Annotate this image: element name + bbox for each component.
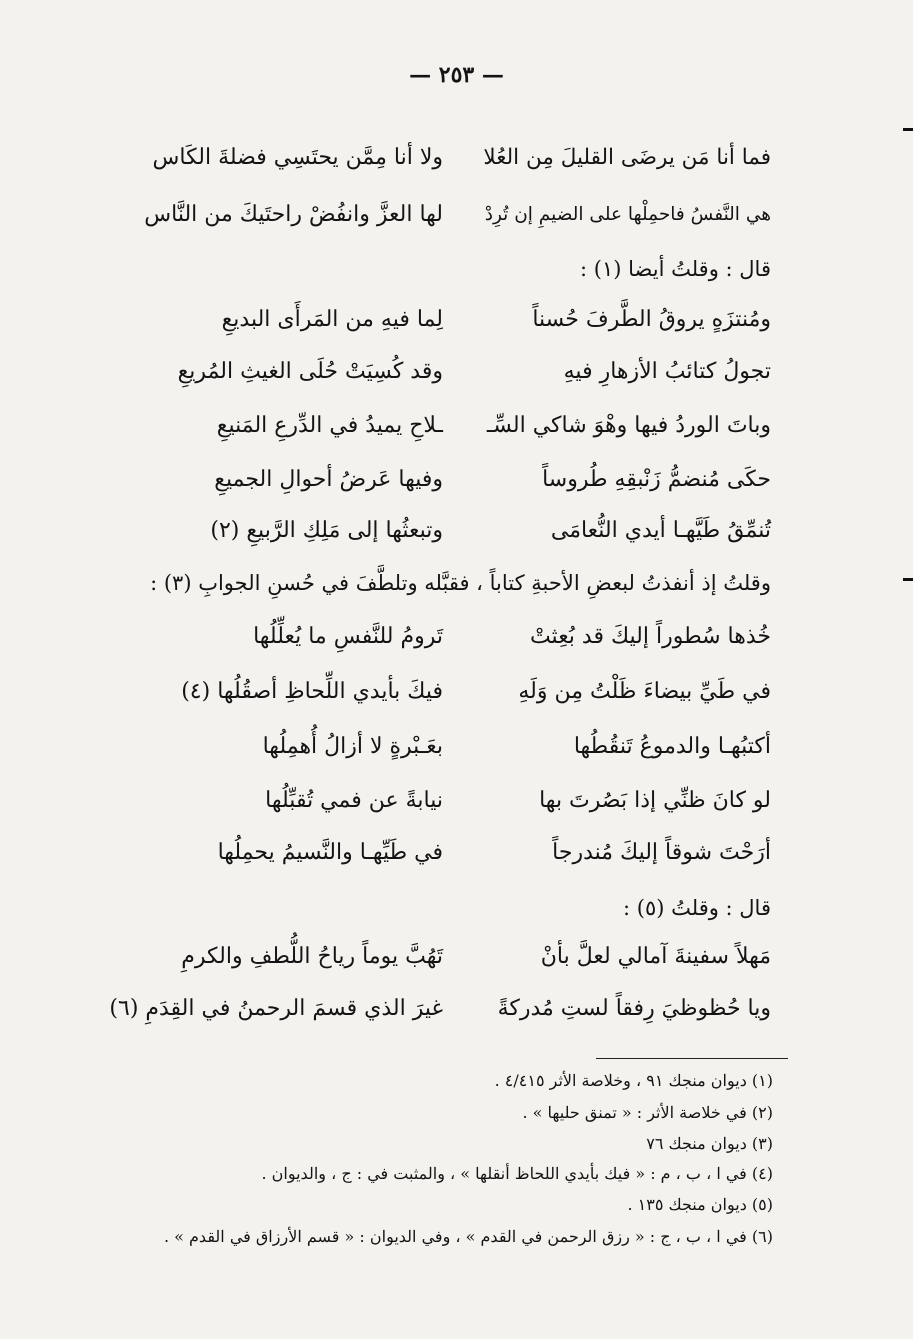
section-intro: قال : وقلتُ أيضا (١) :	[580, 257, 771, 281]
verse-left-hemistich: غيرَ الذي قسمَ الرحمنُ في القِدَمِ (٦)	[109, 996, 443, 1021]
verse-left-hemistich: نيابةً عن فمي تُقبِّلُها	[265, 788, 443, 813]
verse-left-hemistich: تَرومُ للنَّفسِ ما يُعلِّلُها	[253, 624, 443, 649]
verse-right-hemistich: خُذها سُطوراً إليكَ قد بُعِثتْ	[529, 624, 771, 649]
verse-right-hemistich: ومُنتزَهٍ يروقُ الطَّرفَ حُسناً	[532, 307, 771, 332]
verse-left-hemistich: وفيها عَرضُ أحوالِ الجميعِ	[214, 467, 443, 492]
section-intro: وقلتُ إذ أنفذتُ لبعضِ الأحبةِ كتاباً ، فقبَّله وتلطَّفَ في حُسنِ الجوابِ (٣) :	[150, 571, 771, 595]
footnote: (٣) ديوان منجك ٧٦	[646, 1134, 773, 1153]
page-number: — ٢٥٣ —	[409, 62, 504, 88]
verse-left-hemistich: تَهُبَّ يوماً رياحُ اللُّطفِ والكرمِ	[181, 944, 443, 969]
footnote: (٦) في ا ، ب ، ج : « رزق الرحمن في القدم » ، وفي الديوان : « قسم الأرزاق في القدم » .	[163, 1227, 773, 1246]
footnote: (٢) في خلاصة الأثر : « تمنق حليها » .	[522, 1103, 773, 1122]
verse-left-hemistich: لها العزَّ وانفُضْ راحتَيكَ من النَّاس	[144, 202, 443, 227]
verse-right-hemistich: ويا حُظوظيَ رِفقاً لستِ مُدركةً	[497, 996, 771, 1021]
footnote: (٥) ديوان منجك ١٣٥ .	[627, 1195, 773, 1214]
verse-left-hemistich: لِما فيهِ من المَرأَى البديعِ	[221, 307, 443, 332]
footnote-rule	[596, 1058, 788, 1059]
verse-left-hemistich: في طَيِّهـا والنَّسيمُ يحمِلُها	[217, 840, 443, 865]
verse-left-hemistich: وتبعثُها إلى مَلِكِ الرَّبيعِ (٢)	[210, 518, 443, 543]
verse-left-hemistich: ـلاحِ يميدُ في الدِّرعِ المَنيعِ	[216, 413, 443, 438]
verse-right-hemistich: في طَيِّ بيضاءَ ظَلْتُ مِن وَلَهِ	[518, 679, 771, 704]
verse-right-hemistich: مَهلاً سفينةَ آمالي لعلَّ بأنْ	[540, 944, 771, 969]
scan-edge-mark	[903, 578, 913, 581]
verse-right-hemistich: لو كانَ ظنِّي إذا بَصُرتَ بها	[539, 788, 771, 813]
scan-edge-mark	[903, 128, 913, 131]
verse-right-hemistich: وباتَ الوردُ فيها وهْوَ شاكي السِّـ	[486, 413, 771, 438]
footnote: (٤) في ا ، ب ، م : « فيك بأيدي اللحاظ أنقلها » ، والمثبت في : ج ، والديوان .	[261, 1164, 773, 1183]
verse-left-hemistich: ولا أنا مِمَّن يحتَسِي فضلةَ الكَاس	[152, 145, 443, 170]
section-intro: قال : وقلتُ (٥) :	[623, 896, 771, 920]
verse-right-hemistich: هي النَّفسُ فاحمِلْها على الضيمِ إن تُرِدْ	[484, 204, 771, 225]
verse-right-hemistich: أرَحْتَ شوقاً إليكَ مُندرجاً	[552, 840, 771, 865]
verse-left-hemistich: فيكَ بأيدي اللِّحاظِ أصقُلُها (٤)	[181, 679, 443, 704]
verse-right-hemistich: حكَى مُنضمُّ زَنْبقِهِ طُروساً	[542, 467, 771, 492]
verse-right-hemistich: تُنمِّقُ طَيَّهـا أيدي النُّعامَى	[550, 518, 771, 543]
verse-right-hemistich: فما أنا مَن يرضَى القليلَ مِن العُلا	[483, 145, 771, 170]
verse-left-hemistich: وقد كُسِيَتْ حُلَى الغيثِ المُريعِ	[177, 359, 443, 384]
verse-right-hemistich: أكتبُهـا والدموعُ تَنقُطُها	[573, 734, 771, 759]
verse-right-hemistich: تجولُ كتائبُ الأزهارِ فيهِ	[563, 359, 771, 384]
verse-left-hemistich: بعَـبْرةٍ لا أزالُ أُهمِلُها	[262, 734, 443, 759]
footnote: (١) ديوان منجك ٩١ ، وخلاصة الأثر ٤/٤١٥ .	[494, 1071, 773, 1090]
